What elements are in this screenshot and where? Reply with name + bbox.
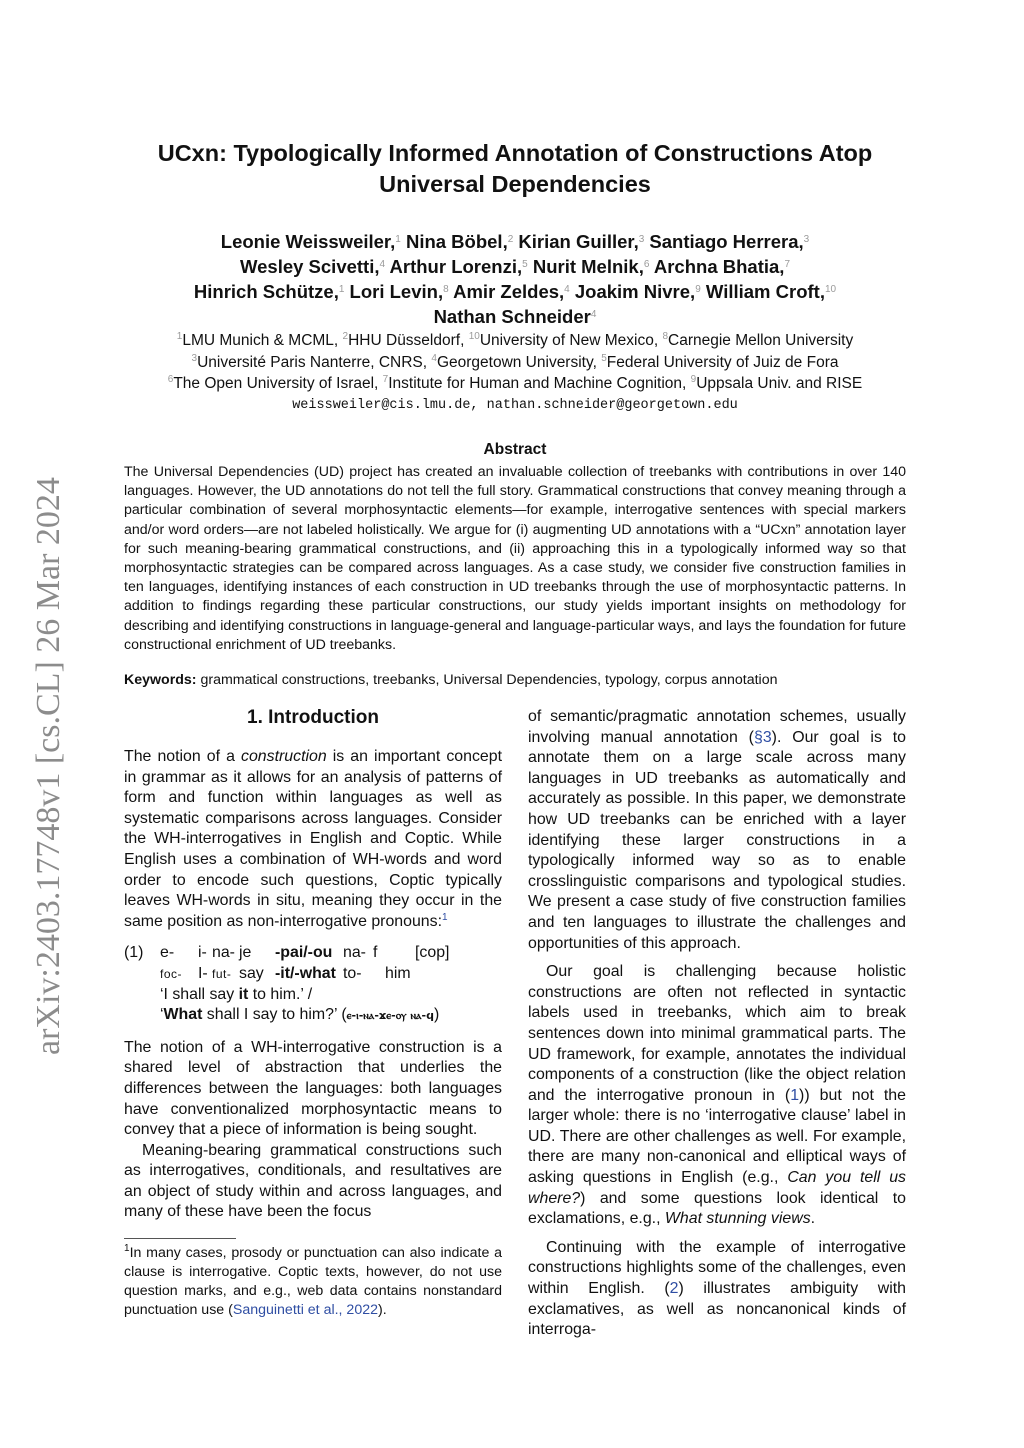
free-translation: ‘What shall I say to him?’ (ⲉ-ⲓ-ⲛⲁ-ϫⲉ-ⲟⲩ ⲛⲁ-ϥ) xyxy=(160,1006,440,1024)
author-list xyxy=(124,229,906,329)
section-heading: 1. Introduction xyxy=(247,707,379,728)
author: Nina Böbel,$^2$ xyxy=(405,231,514,252)
paper-title: UCxn: Typologically Informed Annotation of Constructions Atop Universal Dependencies xyxy=(157,140,873,197)
abstract-text: The Universal Dependencies (UD) project has created an invaluable collection of treebanks with contributions in over 140 languages. However, the UD annotations do not tell the full story. Grammatical constructions that convey meaning through a particular combination of several morphosyntactic elements—for example, interrogative sentences with special markers and/or word orders—are not labeled holistically. We argue for (i) augmenting UD annotations with a “UCxn” annotation layer for such meaning-bearing grammatical constructions, and (ii) approaching this in a typologically informed way so that morphosyntactic strategies can be compared across languages. As a case study, we consider five construction families in ten languages, identifying instances of each construction in UD treebanks through the use of morphosyntactic patterns. In addition to findings regarding these particular constructions, our study yields important insights on methodology for describing and identifying constructions in language-general and language-particular ways, and lays the foundation for future constructional enrichment of UD treebanks. xyxy=(124,464,906,653)
example-number: (1) xyxy=(124,944,144,962)
arxiv-identifier: arXiv:2403.17748v1 [cs.CL] 26 Mar 2024 xyxy=(30,477,67,1055)
left-column xyxy=(124,706,502,1223)
author: Leonie Weissweiler,$^1$ xyxy=(220,231,401,252)
author: Kirian Guiller,$^3$ xyxy=(518,231,645,252)
coptic-text: ⲉ-ⲓ-ⲛⲁ-ϫⲉ-ⲟⲩ ⲛⲁ-ϥ xyxy=(346,1009,434,1023)
right-column xyxy=(528,707,906,1341)
paragraph: The notion of a WH-interrogative construction is a shared level of abstraction that underlies the differences between the languages: both languages have conventionalized morphosyntactic means to convey that a piece of information is being sought. xyxy=(124,1038,502,1139)
citation-link[interactable]: Sanguinetti et al., 2022 xyxy=(232,1302,378,1318)
author: Santiago Herrera,$^3$ xyxy=(649,231,810,252)
author: Nurit Melnik,$^6$ xyxy=(532,256,650,277)
author: Hinrich Schütze,$^1$ xyxy=(193,281,345,302)
footnote: $^1$In many cases, prosody or punctuation can also indicate a clause is interrogative. Coptic texts, however, do not use question marks, and e.g., web data contains nonstandard punctuation use (Sanguinetti et al., 2022). xyxy=(124,1243,502,1318)
gloss-translation-line: foc- I- fut- say -it/-what to- him xyxy=(160,964,411,982)
affiliation-line: $^6$The Open University of Israel, $^7$Institute for Human and Machine Cognition, $^9$Uppsala Univ. and RISE xyxy=(167,374,863,392)
paragraph: Our goal is challenging because holistic constructions are often not reflected in syntactic labels used in treebanks, which aim to break sentences down into minimal grammatical parts. The UD framework, for example, annotates the individual components of a construction (like the object relation and the interrogative pronoun in (1)) but not the larger whole: there is no ‘interrogative clause’ label in UD. There are other challenges as well. For example, there are many non-canonical and elliptical ways of asking questions in English (e.g., Can you tell us where?) and some questions look identical to exclamations, e.g., What stunning views. xyxy=(528,963,906,1228)
author: Nathan Schneider$^4$ xyxy=(433,306,597,327)
paragraph: The notion of a construction is an important concept in grammar as it allows for an analysis of patterns of form and function within languages as well as systematic comparisons across languages. Consider the WH-interrogatives in English and Coptic. While English uses a combination of WH-words and word order to encode such questions, Coptic typically leaves WH-words in situ, meaning they occur in the same position as non-interrogative pronouns:$^1$ xyxy=(124,748,502,930)
section-link[interactable]: §3 xyxy=(753,728,772,746)
author: Arthur Lorenzi,$^5$ xyxy=(389,256,528,277)
affiliation-line: $^3$Université Paris Nanterre, CNRS, $^4$Georgetown University, $^5$Federal University of Juiz de Fora xyxy=(191,352,839,371)
keywords xyxy=(124,671,906,690)
footnote-marker[interactable]: 1 xyxy=(442,911,448,923)
abstract-heading: Abstract xyxy=(483,441,547,458)
example-link[interactable]: 1 xyxy=(790,1086,800,1104)
interlinear-example xyxy=(124,943,502,1026)
author: Amir Zeldes,$^4$ xyxy=(453,281,570,302)
footnote-divider xyxy=(124,1238,236,1239)
paragraph: Continuing with the example of interrogative constructions highlights some of the challenges, even within English. (2) illustrates ambiguity with exclamatives, as well as noncanonical kinds of interroga- xyxy=(528,1238,907,1339)
affiliation-line: $^1$LMU Munich & MCML, $^2$HHU Düsseldorf, $^{10}$University of New Mexico, $^8$Carnegie Mellon University xyxy=(176,331,854,349)
author: Joakim Nivre,$^9$ xyxy=(574,281,701,302)
keywords-label: Keywords: xyxy=(124,672,197,688)
author: William Croft,$^{10}$ xyxy=(705,281,837,302)
free-translation: ‘I shall say it to him.’ / xyxy=(160,985,313,1003)
affiliations xyxy=(124,330,906,416)
gloss-source-line: e- i- na- je -pai/-ou na- f [cop] xyxy=(160,944,450,962)
paragraph: of semantic/pragmatic annotation schemes, usually involving manual annotation (§3). Our goal is to annotate them on a large scale across many languages in UD treebanks as automatically and accurately as possible. In this paper, we demonstrate how UD treebanks can be enriched with a layer identifying these larger constructions in a typologically informed way so as to enable crosslinguistic comparisons and typological studies. We present a case study of five construction families and ten languages to illustrate the challenges and opportunities of this approach. xyxy=(528,708,906,952)
paragraph: Meaning-bearing grammatical constructions such as interrogatives, conditionals, and resultatives are an object of study within and across languages, and many of these have been the focus xyxy=(124,1141,502,1221)
author: Lori Levin,$^8$ xyxy=(349,281,449,302)
example-link[interactable]: 2 xyxy=(669,1280,679,1298)
footnote-number: 1 xyxy=(124,1243,130,1254)
author: Archna Bhatia,$^7$ xyxy=(653,256,790,277)
author: Wesley Scivetti,$^4$ xyxy=(239,256,386,277)
contact-emails: weissweiler@cis.lmu.de, nathan.schneider@georgetown.edu xyxy=(292,397,738,413)
keywords-text: grammatical constructions, treebanks, Universal Dependencies, typology, corpus annotation xyxy=(200,672,778,688)
